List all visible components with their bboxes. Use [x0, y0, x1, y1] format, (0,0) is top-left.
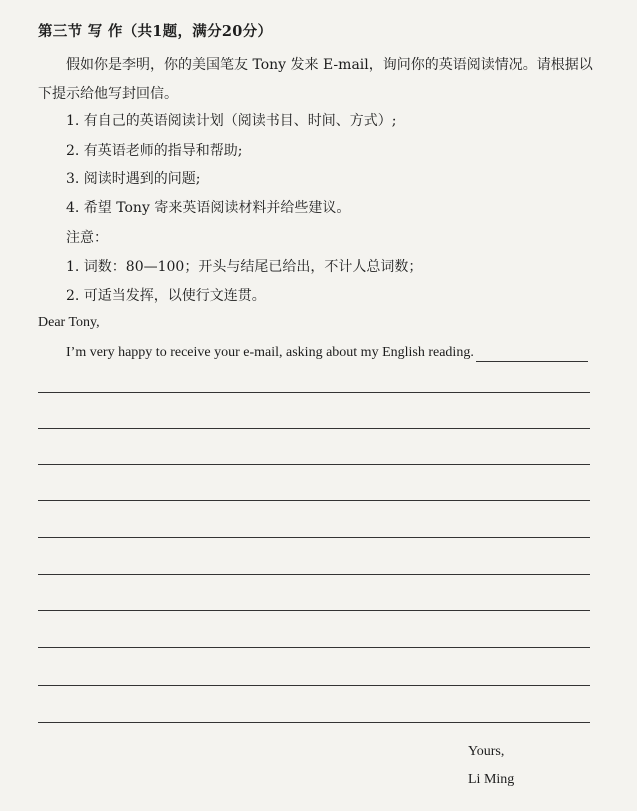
- prompt-item-3: 3. 阅读时遇到的问题;: [66, 171, 201, 187]
- writing-line[interactable]: [38, 722, 590, 723]
- letter-greeting: Dear Tony,: [38, 315, 100, 330]
- writing-line[interactable]: [38, 500, 590, 501]
- section-heading: 第三节 写 作（共1题，满分20分）: [38, 23, 273, 40]
- writing-line[interactable]: [38, 685, 590, 686]
- letter-signature: Li Ming: [468, 772, 515, 787]
- writing-line[interactable]: [38, 610, 590, 611]
- notes-title: 注意：: [66, 230, 108, 246]
- prompt-item-1: 1. 有自己的英语阅读计划（阅读书目、时间、方式）;: [66, 113, 397, 129]
- prompt-item-4: 4. 希望 Tony 寄来英语阅读材料并给些建议。: [66, 200, 351, 216]
- writing-line[interactable]: [38, 537, 590, 538]
- task-intro: 假如你是李明，你的美国笔友 Tony 发来 E-mail，询问你的英语阅读情况。请根据以下提示给他写封回信。: [38, 57, 593, 102]
- answer-blank[interactable]: [476, 361, 588, 362]
- note-item-1: 1. 词数：80—100；开头与结尾已给出，不计人总词数；: [66, 259, 423, 275]
- writing-line[interactable]: [38, 574, 590, 575]
- writing-line[interactable]: [38, 647, 590, 648]
- letter-opening: I’m very happy to receive your e-mail, asking about my English reading.: [66, 345, 474, 360]
- writing-line[interactable]: [38, 392, 590, 393]
- writing-line[interactable]: [38, 464, 590, 465]
- prompt-item-2: 2. 有英语老师的指导和帮助;: [66, 143, 243, 159]
- letter-closing: Yours,: [468, 744, 505, 759]
- writing-line[interactable]: [38, 428, 590, 429]
- note-item-2: 2. 可适当发挥，以使行文连贯。: [66, 288, 266, 304]
